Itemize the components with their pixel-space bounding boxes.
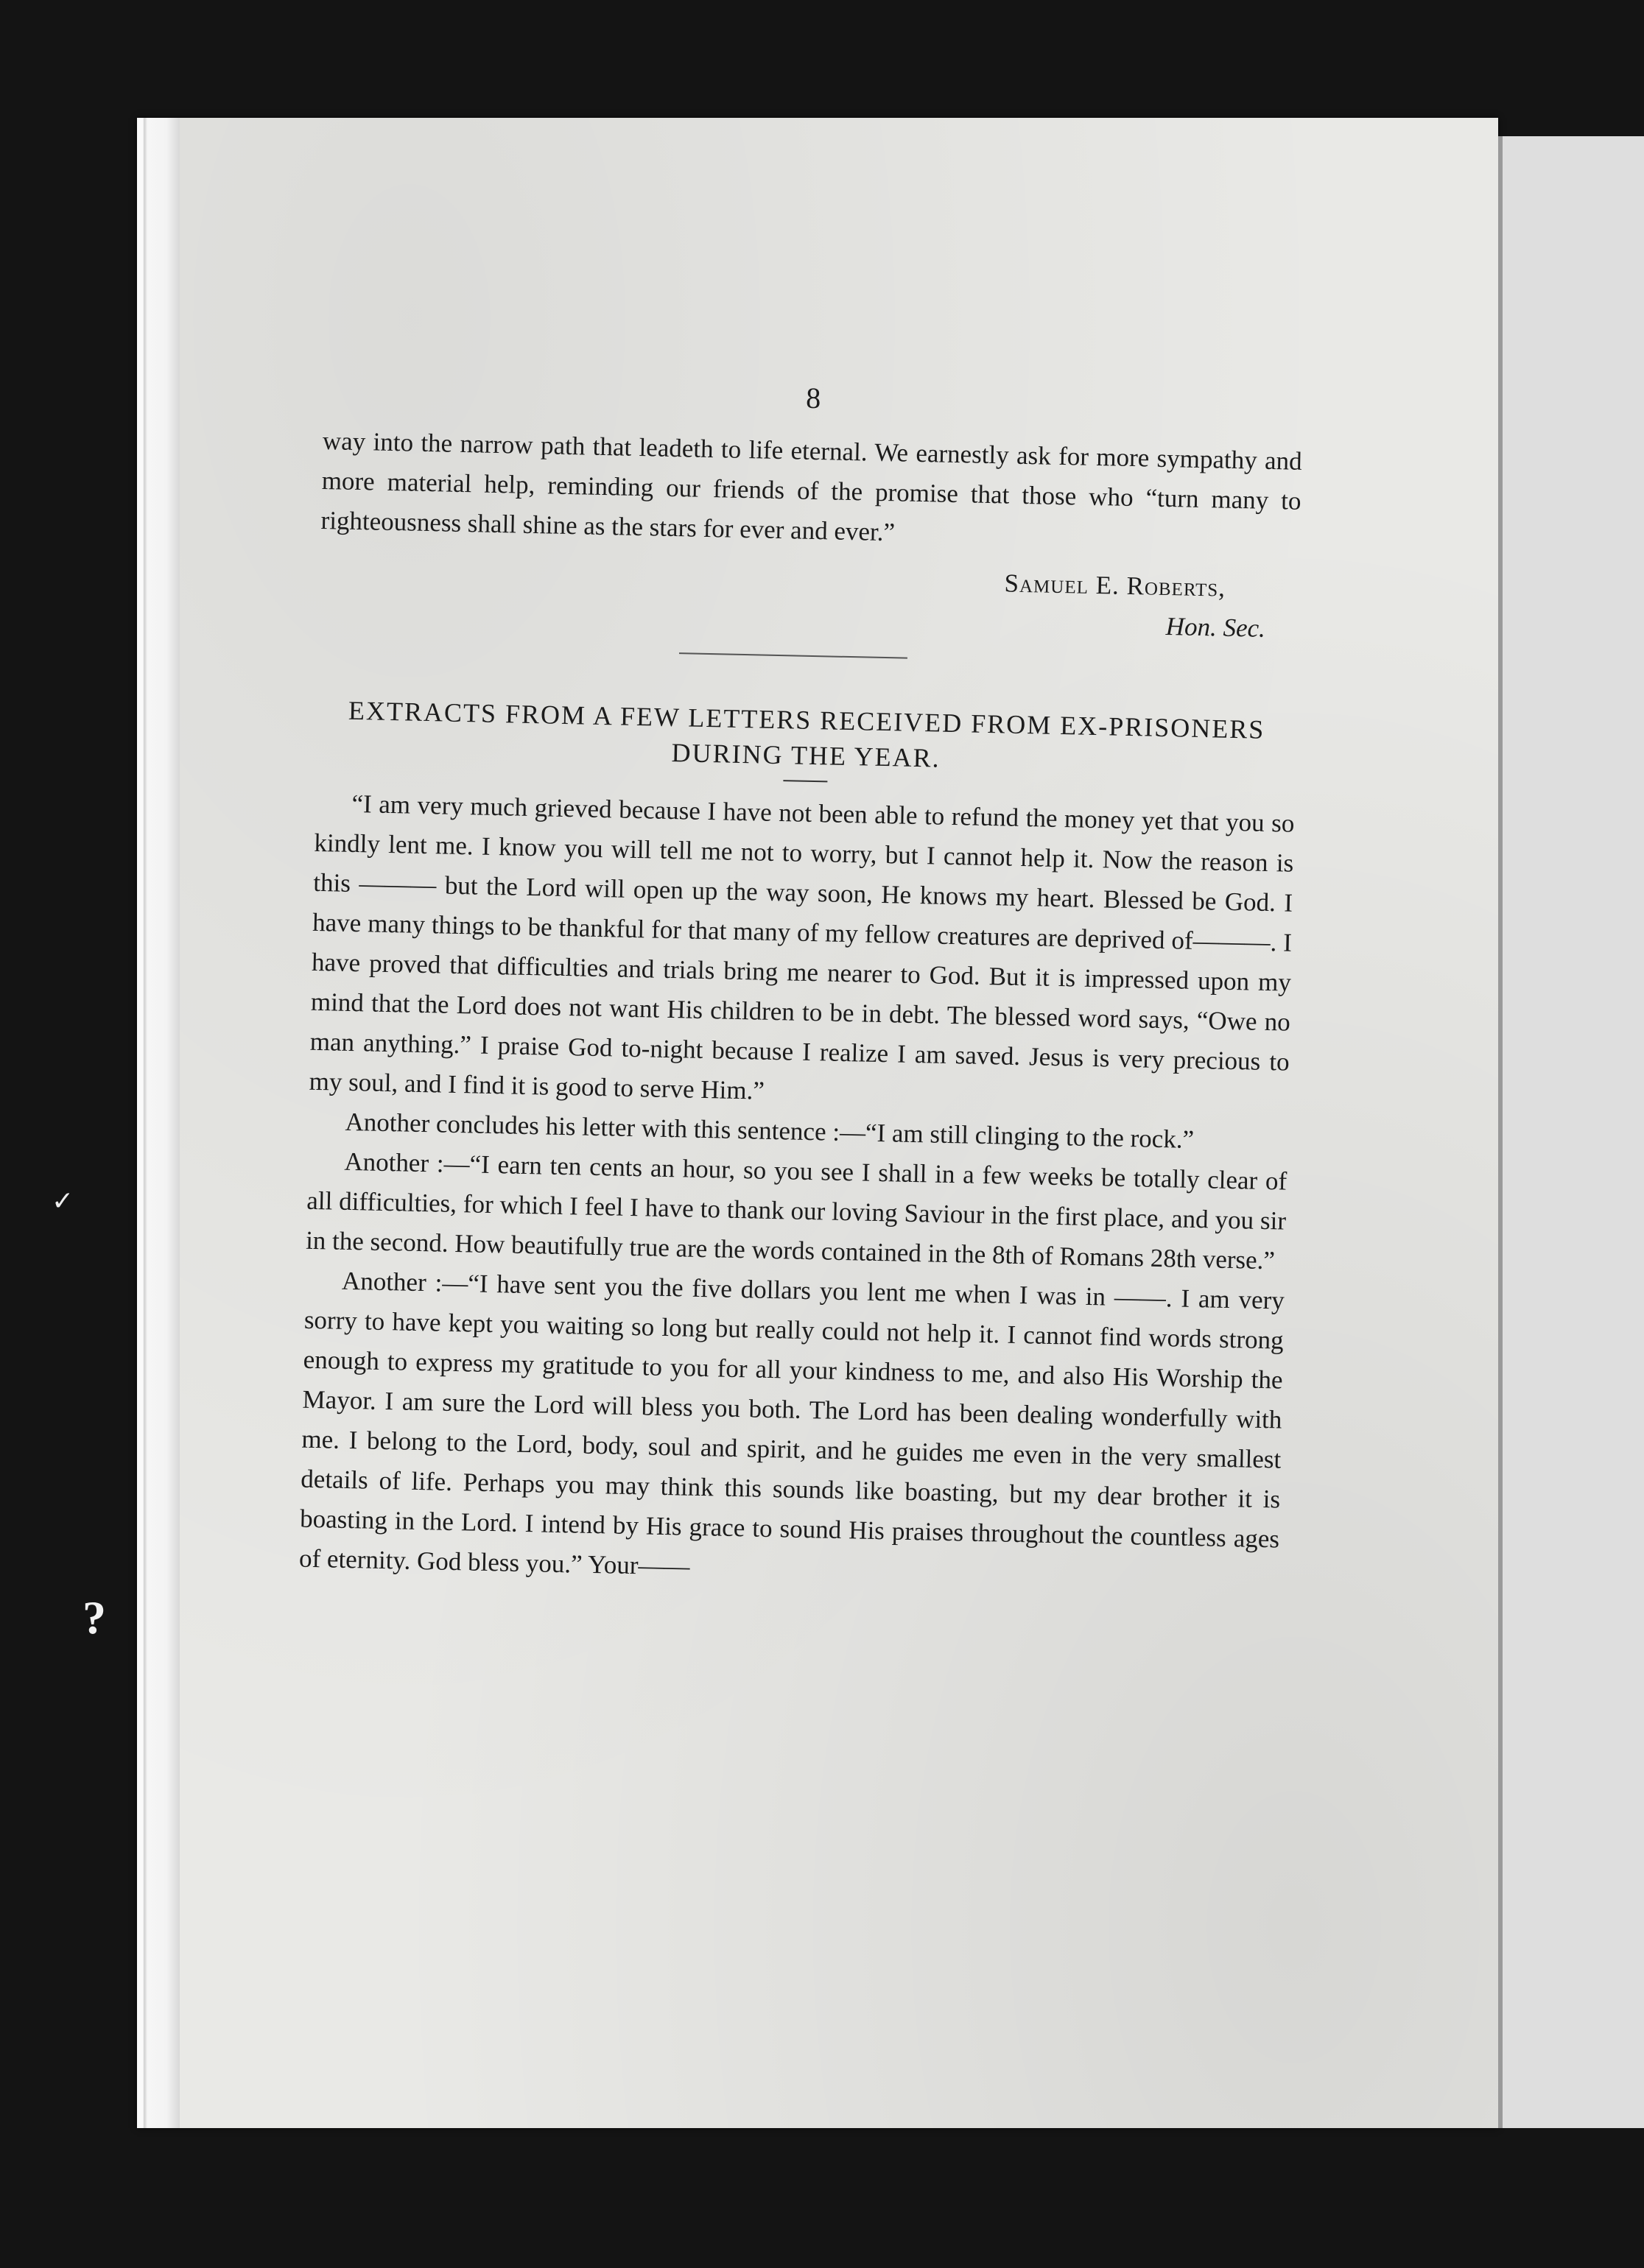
letter-paragraph: Another :—“I have sent you the five dollars you lent me when I was in ——. I am very sorry to have kept you waiting so long but really could not help it. I cannot find words strong enough to express my gratitude to you for all your kindness to me, and also His Worship the Mayor. I am sure the Lord will bless you both. The Lord has been dealing wonderfully with me. I belong to the Lord, body, soul and spirit, and he guides me even in the very smallest details of life. Perhaps you may think this sounds like boasting, but my dear brother it is boasting in the Lord. I intend by His grace to sound His praises throughout the countless ages of eternity. God bless you.” Your—— bbox=[298, 1266, 1285, 1581]
page-edge bbox=[137, 118, 180, 2128]
heading-rule bbox=[783, 780, 827, 782]
signature-name: Samuel E. Roberts, bbox=[1004, 568, 1226, 602]
letter-paragraph: Another :—“I earn ten cents an hour, so you see I shall in a few weeks be totally clear of all difficulties, for which I feel I have to thank our loving Saviour in the first place, and you sir in the second. How beautifully true are the words contained in the 8th of Romans 28th verse.” bbox=[305, 1147, 1288, 1275]
page-content bbox=[299, 368, 1304, 1599]
letter-paragraph: “I am very much grieved because I have not been able to refund the money yet that you so kindly lent me. I know you will tell me not to worry, but I cannot help it. Now the reason is this ——— but the Lord will open up the way soon, He knows my heart. Blessed be God. I have many things to be thankful for that many of my fellow creatures are deprived of———. I have proved that difficulties and trials bring me nearer to God. But it is impressed upon my mind that the Lord does not want His children to be in debt. The blessed word says, “Owe no man anything.” I praise God to-night because I realize I am saved. Jesus is very precious to my soul, and I find it is good to serve Him.” bbox=[309, 789, 1295, 1105]
page-number: 8 bbox=[805, 381, 821, 415]
scan-mark: ✓ bbox=[52, 1186, 74, 1216]
scan-mark: ? bbox=[82, 1591, 106, 1644]
section-heading: EXTRACTS FROM A FEW LETTERS RECEIVED FROM EX-PRISONERS DURING THE YEAR. bbox=[348, 695, 1265, 773]
signature-title: Hon. Sec. bbox=[1165, 612, 1266, 643]
opening-paragraph: way into the narrow path that leadeth to life eternal. We earnestly ask for more sympathy and more material help, reminding our friends of the promise that those who “turn many to righteousness shall shine as the stars for ever and ever.” bbox=[320, 426, 1303, 547]
divider-rule bbox=[679, 652, 907, 658]
facing-page-edge bbox=[1498, 136, 1644, 2128]
letter-paragraph: Another concludes his letter with this sentence :—“I am still clinging to the rock.” bbox=[345, 1107, 1195, 1154]
